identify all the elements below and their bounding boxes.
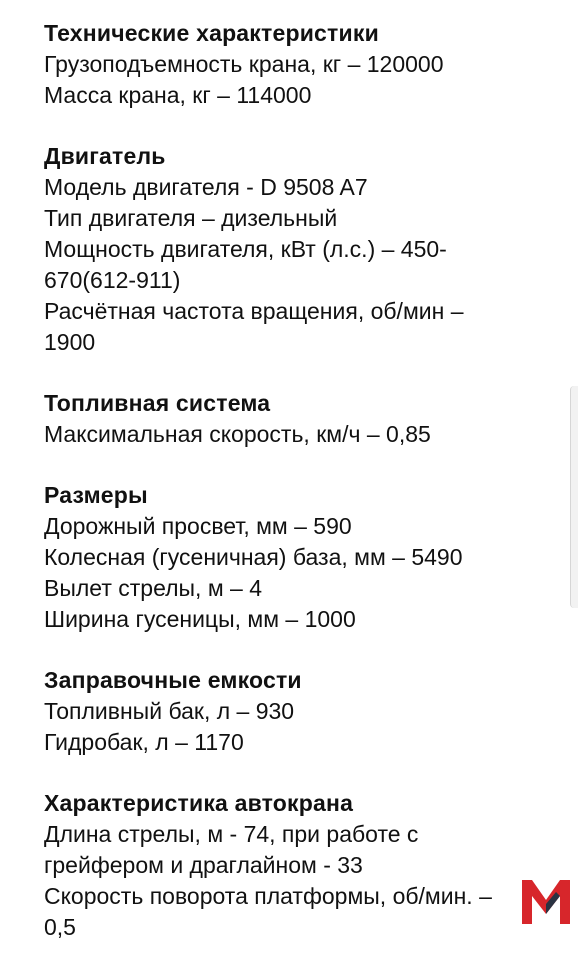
spec-line: Топливный бак, л – 930 [44, 698, 295, 724]
spec-line: 670(612-911) [44, 267, 181, 293]
section-title: Размеры [44, 482, 148, 508]
scrollbar[interactable] [570, 386, 578, 608]
spec-line: грейфером и драглайном - 33 [44, 852, 363, 878]
section-title: Топливная система [44, 390, 271, 416]
spec-line: Ширина гусеницы, мм – 1000 [44, 606, 356, 632]
spec-content [44, 18, 564, 973]
spec-line: Колесная (гусеничная) база, мм – 5490 [44, 544, 463, 570]
spec-line: Тип двигателя – дизельный [44, 205, 338, 231]
section-technical [44, 18, 564, 111]
section-title: Характеристика автокрана [44, 790, 354, 816]
section-fluid-capacities [44, 665, 564, 758]
spec-line: Масса крана, кг – 114000 [44, 82, 312, 108]
spec-line: Модель двигателя - D 9508 A7 [44, 174, 368, 200]
spec-line: Вылет стрелы, м – 4 [44, 575, 263, 601]
m-logo-icon [520, 874, 572, 926]
spec-line: Гидробак, л – 1170 [44, 729, 244, 755]
spec-line: 0,5 [44, 914, 76, 940]
spec-line: Грузоподъемность крана, кг – 120000 [44, 51, 444, 77]
spec-line: Расчётная частота вращения, об/мин – [44, 298, 464, 324]
spec-line: Максимальная скорость, км/ч – 0,85 [44, 421, 431, 447]
section-fuel-system [44, 388, 564, 450]
section-engine [44, 141, 564, 358]
section-dimensions [44, 480, 564, 635]
spec-line: Дорожный просвет, мм – 590 [44, 513, 352, 539]
section-title: Заправочные емкости [44, 667, 302, 693]
spec-line: Скорость поворота платформы, об/мин. – [44, 883, 492, 909]
section-title: Технические характеристики [44, 20, 379, 46]
spec-line: Длина стрелы, м - 74, при работе с [44, 821, 419, 847]
spec-line: 1900 [44, 329, 96, 355]
spec-line: Мощность двигателя, кВт (л.с.) – 450- [44, 236, 447, 262]
section-title: Двигатель [44, 143, 166, 169]
